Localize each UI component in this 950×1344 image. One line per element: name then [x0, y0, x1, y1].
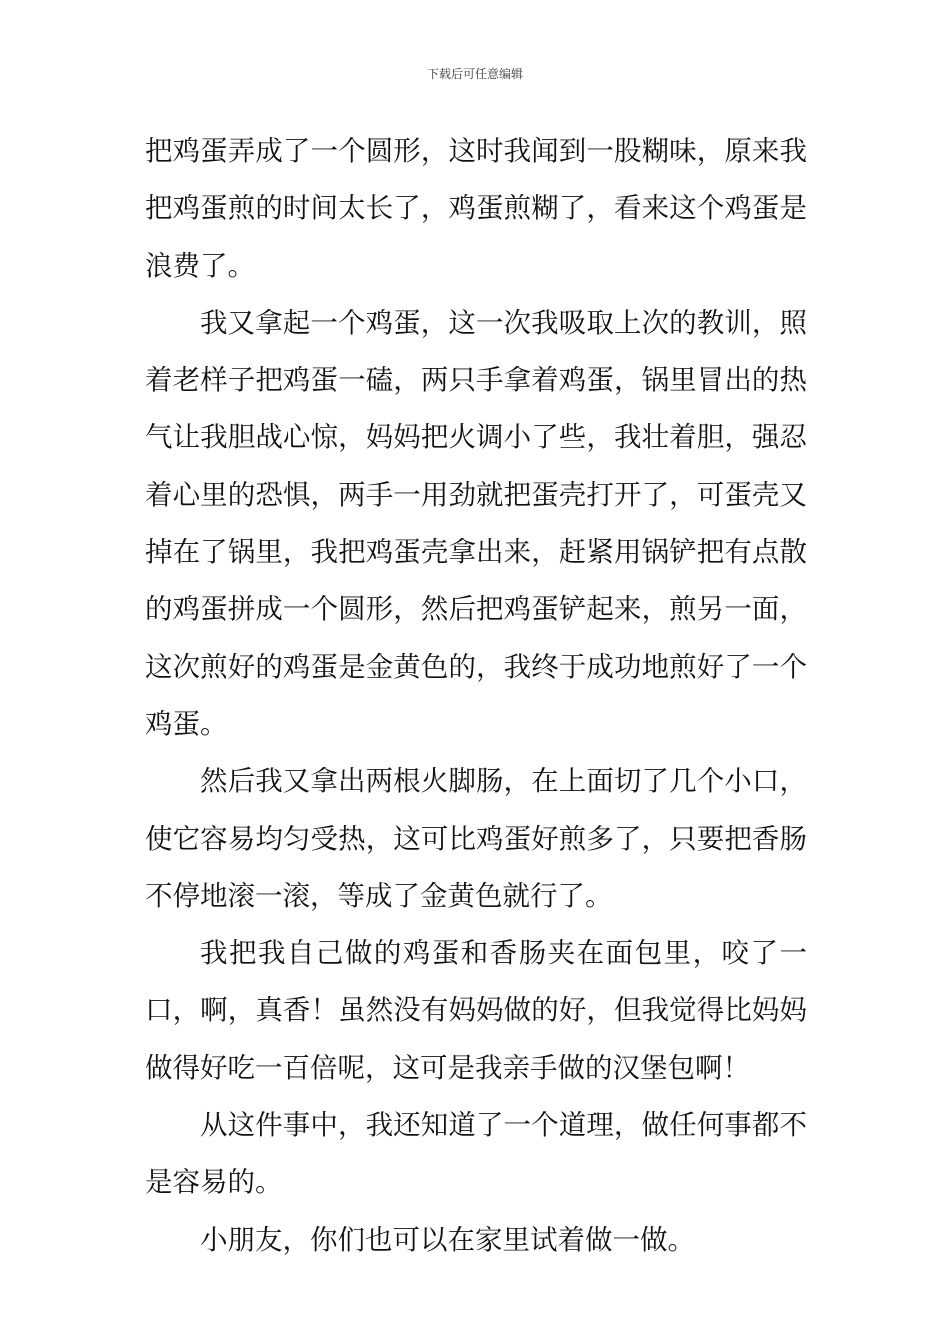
paragraph-continued: 把鸡蛋弄成了一个圆形，这时我闻到一股糊味，原来我把鸡蛋煎的时间太长了，鸡蛋煎糊了，看来这个鸡蛋是浪费了。: [145, 135, 807, 282]
paragraph-second-egg: 我又拿起一个鸡蛋，这一次我吸取上次的教训，照着老样子把鸡蛋一磕，两只手拿着鸡蛋，锅里冒出的热气让我胆战心惊，妈妈把火调小了些，我壮着胆，强忍着心里的恐惧，两手一用劲就把蛋壳打开了，可蛋壳又掉在了锅里，我把鸡蛋壳拿出来，赶紧用锅铲把有点散的鸡蛋拼成一个圆形，然后把鸡蛋铲起来，煎另一面，这次煎好的鸡蛋是金黄色的，我终于成功地煎好了一个鸡蛋。: [145, 306, 807, 740]
paragraph-lesson: 从这件事中，我还知道了一个道理，做任何事都不是容易的。: [145, 1109, 807, 1199]
paragraph-closing: 小朋友，你们也可以在家里试着做一做。: [200, 1223, 695, 1256]
paragraph-burger: 我把我自己做的鸡蛋和香肠夹在面包里，咬了一口，啊，真香！虽然没有妈妈做的好，但我觉得比妈妈做得好吃一百倍呢，这可是我亲手做的汉堡包啊！: [145, 937, 807, 1084]
page-header: 下载后可任意编辑: [426, 67, 523, 81]
document-body: [145, 123, 807, 1269]
paragraph-sausage: 然后我又拿出两根火脚肠，在上面切了几个小口，使它容易均匀受热，这可比鸡蛋好煎多了，只要把香肠不停地滚一滚，等成了金黄色就行了。: [145, 765, 807, 912]
